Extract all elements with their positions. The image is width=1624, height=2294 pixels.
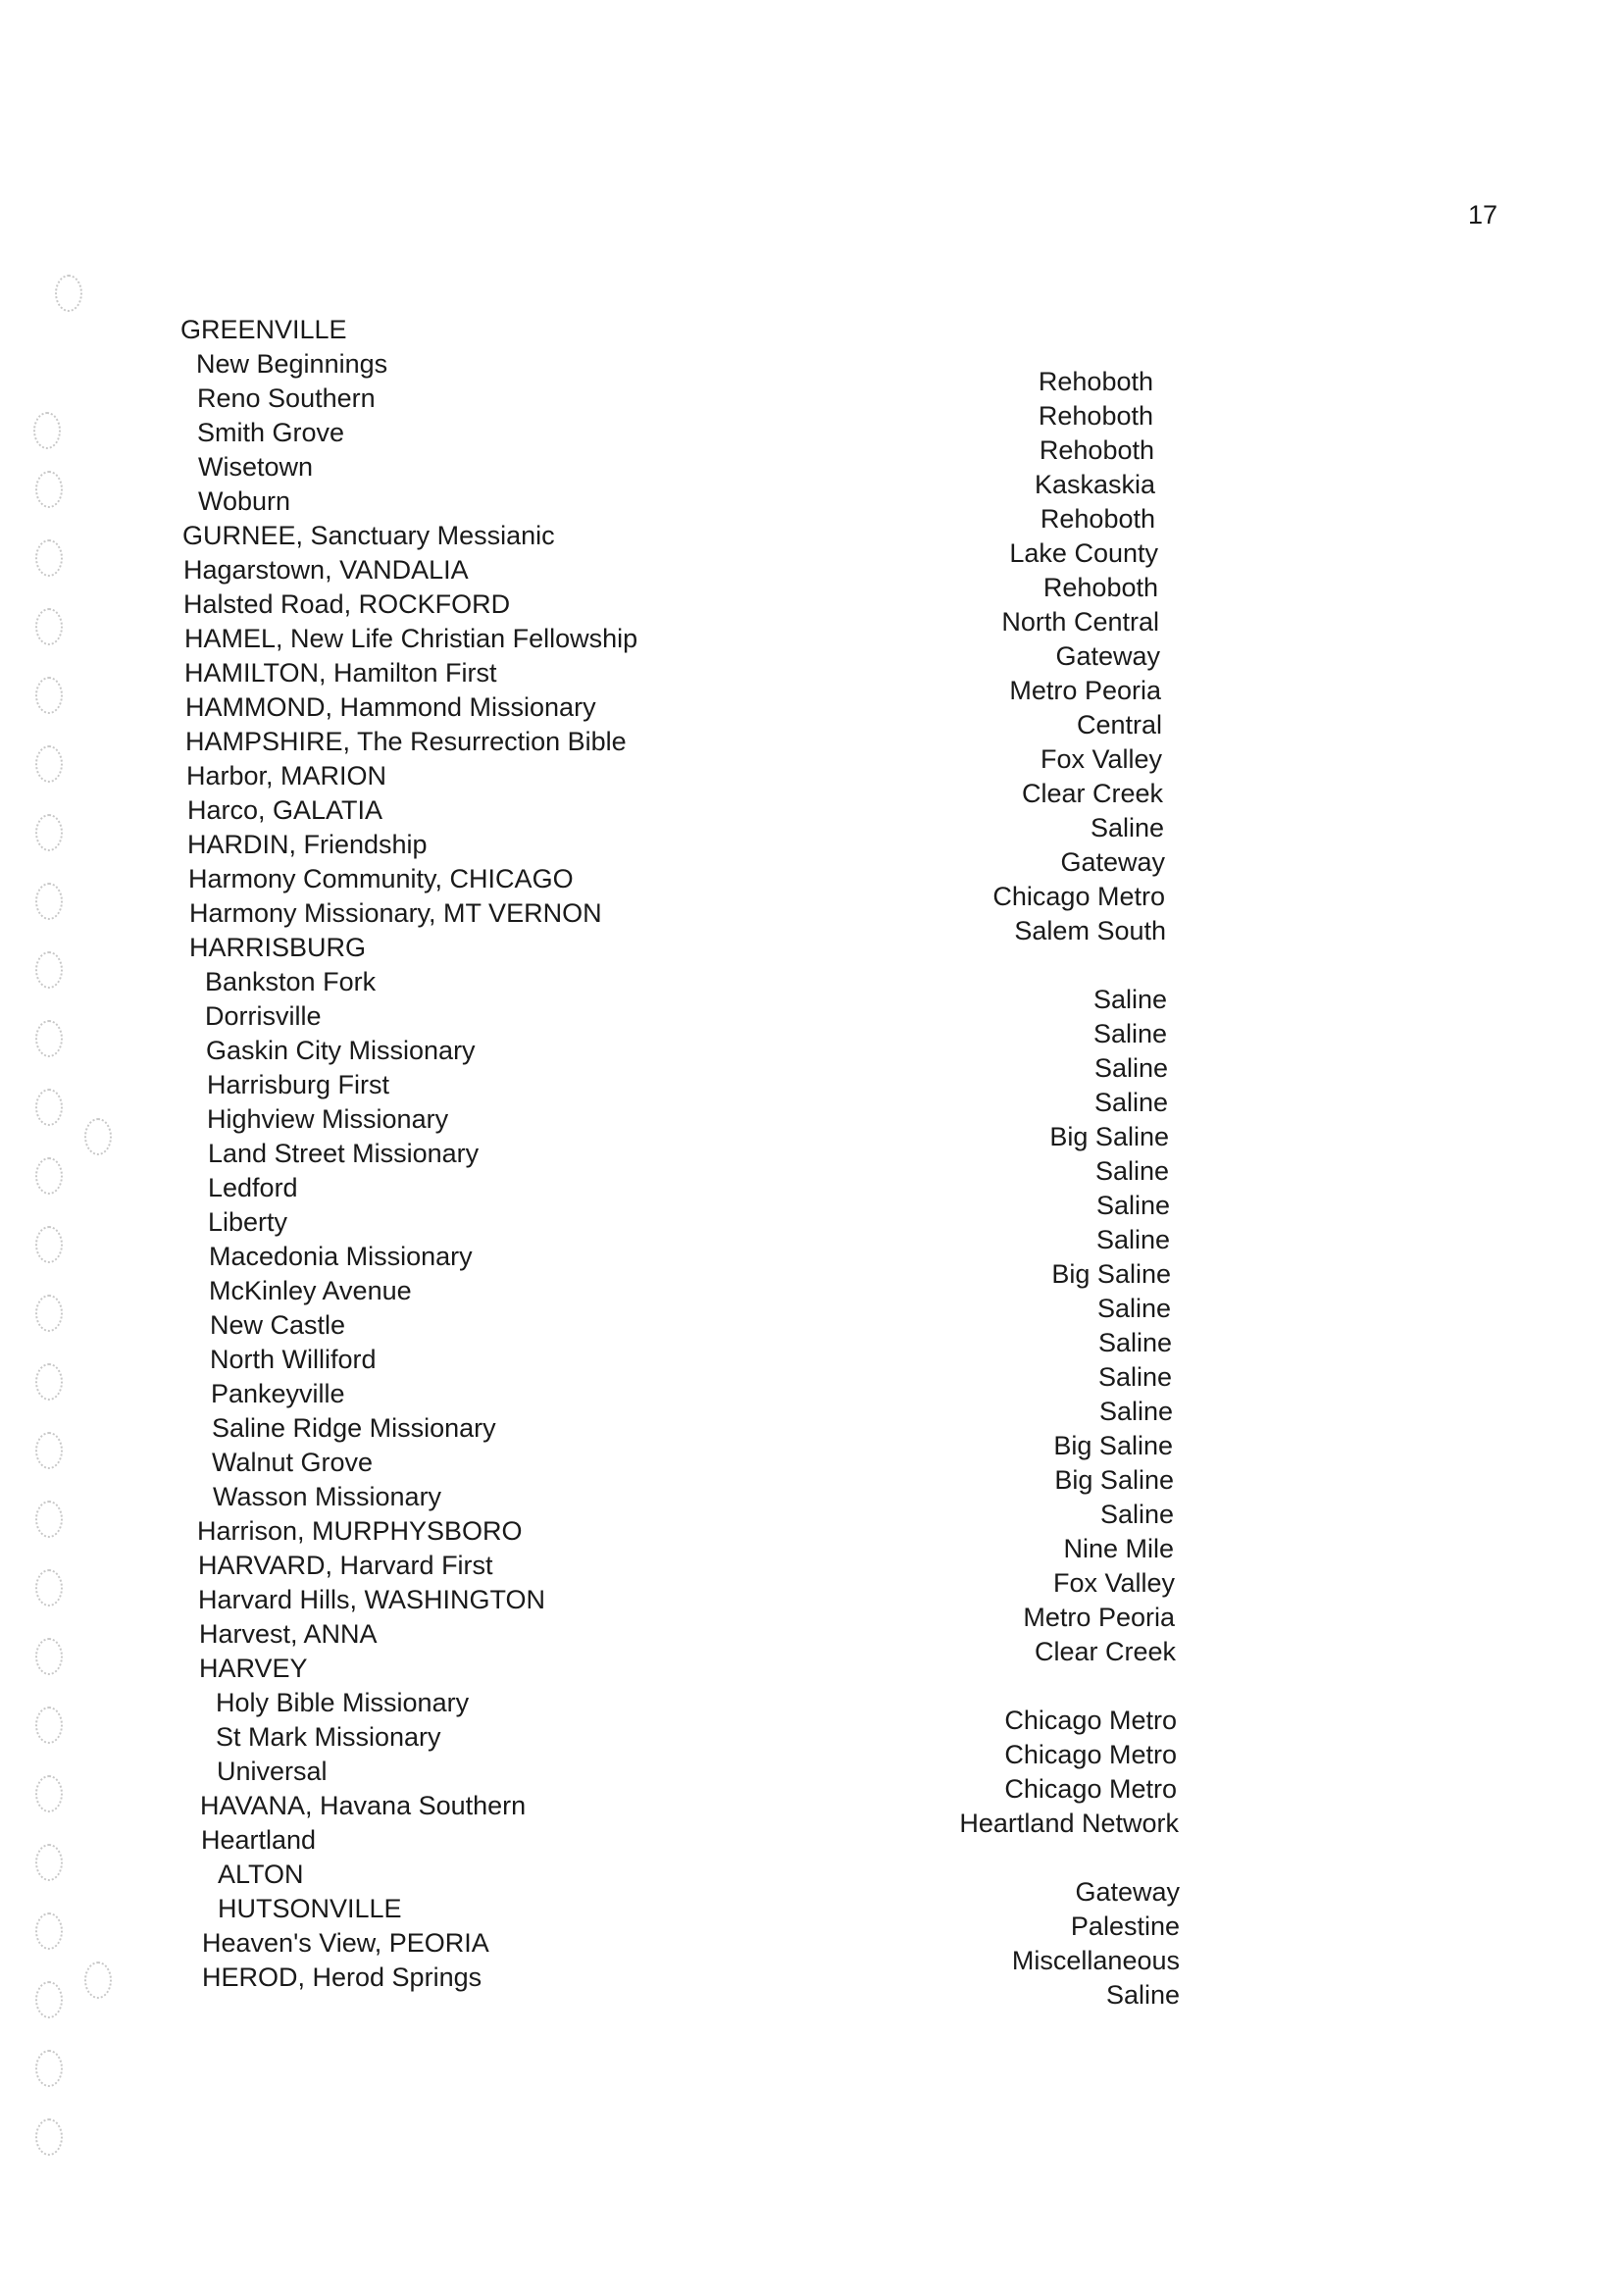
church-name: Walnut Grove [212,1448,374,1477]
association-name: Saline [1099,1500,1174,1529]
listing-row [0,1410,1624,1460]
listing-row [0,1170,1624,1220]
association-name: Lake County [1009,538,1158,568]
listing-row [0,1651,1624,1686]
association-name: Saline [1097,1328,1172,1357]
association-name: Saline [1105,1980,1180,2010]
church-name: New Beginnings [196,349,388,379]
association-name: Saline [1095,1191,1170,1220]
church-name: Harco, GALATIA [187,795,383,825]
association-name: Miscellaneous [1011,1946,1180,1975]
association-name: Chicago Metro [992,882,1165,911]
listing-row [0,1513,1624,1563]
association-name: Rehoboth [1038,367,1153,396]
association-name: Saline [1096,1294,1171,1323]
association-name: Metro Peoria [1023,1603,1175,1632]
listing-row [0,415,1624,465]
association-name: Saline [1097,1362,1172,1392]
association-name: Saline [1093,1053,1168,1083]
listing-row [0,586,1624,637]
church-name: New Castle [210,1310,346,1340]
association-name: Rehoboth [1040,504,1155,534]
listing-row [0,1204,1624,1254]
listing-row [0,998,1624,1048]
church-name: Harbor, MARION [186,761,387,790]
church-name: Harvard Hills, WASHINGTON [198,1585,546,1614]
association-name: Rehoboth [1042,573,1158,602]
listing-row [0,1685,1624,1735]
church-name: Heaven's View, PEORIA [202,1928,489,1958]
church-name: Harrisburg First [207,1070,390,1099]
church-name: St Mark Missionary [216,1722,441,1752]
church-name: Highview Missionary [207,1104,449,1134]
listing-row [0,1479,1624,1529]
listing-row [0,1960,1624,2010]
association-name: Clear Creek [1034,1637,1176,1666]
listing-row [0,1548,1624,1598]
church-name: Harvest, ANNA [199,1619,378,1649]
association-name: Saline [1095,1225,1170,1254]
church-name: Gaskin City Missionary [206,1036,476,1065]
listing-row [0,552,1624,602]
church-name: GURNEE, Sanctuary Messianic [182,521,555,550]
association-name: Saline [1098,1397,1173,1426]
listing-row [0,1273,1624,1323]
church-name: Reno Southern [197,383,376,413]
listing-row [0,346,1624,396]
association-name: Saline [1090,813,1164,842]
listing-row [0,1857,1624,1907]
listing-row [0,895,1624,945]
church-name: Bankston Fork [205,967,377,996]
church-name: Harmony Community, CHICAGO [188,864,574,893]
association-name: Gateway [1075,1877,1180,1907]
listing-row [0,1033,1624,1083]
church-name: HUTSONVILLE [218,1894,402,1923]
church-name: HAMMOND, Hammond Missionary [185,692,596,722]
church-name: GREENVILLE [180,315,347,344]
association-name: Palestine [1070,1912,1180,1941]
listing-row [0,724,1624,774]
association-name: Rehoboth [1039,435,1154,465]
listing-row [0,1239,1624,1289]
church-name: Wisetown [198,452,314,482]
listing-row [0,621,1624,671]
church-name: Ledford [208,1173,298,1202]
association-name: Kaskaskia [1034,470,1155,499]
listing-row [0,930,1624,965]
church-name: Saline Ridge Missionary [212,1413,496,1443]
association-name: Metro Peoria [1009,676,1161,705]
listing-row [0,1582,1624,1632]
listing-row [0,1136,1624,1186]
church-name: North Williford [210,1345,377,1374]
association-name: Big Saline [1053,1431,1173,1460]
church-name: Universal [217,1757,328,1786]
church-name: HARVEY [199,1654,308,1683]
church-name: HARRISBURG [189,933,367,962]
association-name: Chicago Metro [1004,1740,1177,1769]
listing-row [0,1067,1624,1117]
listing-row [0,1101,1624,1151]
association-name: Chicago Metro [1004,1706,1177,1735]
church-name: McKinley Avenue [209,1276,412,1305]
listing-row [0,1376,1624,1426]
association-name: Big Saline [1049,1122,1169,1151]
church-name: Dorrisville [205,1001,322,1031]
association-name: Salem South [1014,916,1166,945]
association-name: North Central [1001,607,1159,637]
listing-row [0,1925,1624,1975]
church-name: Halsted Road, ROCKFORD [183,589,511,619]
church-name: HARVARD, Harvard First [198,1551,493,1580]
listing-row [0,827,1624,877]
listing-row [0,689,1624,739]
listing-row [0,381,1624,431]
listing-row [0,1307,1624,1357]
association-name: Nine Mile [1063,1534,1174,1563]
church-name: Holy Bible Missionary [216,1688,470,1717]
church-name: HEROD, Herod Springs [202,1963,482,1992]
church-name: ALTON [218,1860,304,1889]
church-name: Heartland [201,1825,317,1855]
association-name: Big Saline [1054,1465,1174,1495]
listing-row [0,655,1624,705]
page-number: 17 [1468,200,1498,229]
listing-row [0,484,1624,534]
association-name: Rehoboth [1038,401,1153,431]
church-name: Land Street Missionary [208,1139,480,1168]
association-name: Clear Creek [1021,779,1163,808]
listing-row [0,1754,1624,1804]
association-name: Central [1076,710,1162,739]
listing-row [0,1719,1624,1769]
listing-row [0,518,1624,568]
association-name: Saline [1093,1088,1168,1117]
church-name: HAMPSHIRE, The Resurrection Bible [185,727,627,756]
church-name: Harrison, MURPHYSBORO [197,1516,523,1546]
association-name: Heartland Network [959,1809,1179,1838]
church-name: HAMEL, New Life Christian Fellowship [184,624,638,653]
listing-row [0,1891,1624,1941]
association-name: Gateway [1060,847,1165,877]
listing-row [0,312,1624,347]
association-name: Saline [1092,1019,1167,1048]
listing-row [0,1822,1624,1858]
association-name: Fox Valley [1052,1568,1175,1598]
church-name: Pankeyville [211,1379,345,1408]
listing-row [0,449,1624,499]
association-name: Big Saline [1051,1259,1171,1289]
listing-row [0,758,1624,808]
church-name: Wasson Missionary [213,1482,442,1511]
church-name: HAVANA, Havana Southern [200,1791,527,1820]
church-name: Harmony Missionary, MT VERNON [189,898,602,928]
association-name: Saline [1094,1156,1169,1186]
church-name: Woburn [198,486,291,516]
church-name: Hagarstown, VANDALIA [183,555,469,585]
listing-row [0,792,1624,842]
listing-row [0,861,1624,911]
listing-row [0,1342,1624,1392]
church-name: Macedonia Missionary [209,1242,473,1271]
church-name: HAMILTON, Hamilton First [184,658,497,688]
association-name: Saline [1092,985,1167,1014]
church-name: Smith Grove [197,418,345,447]
association-name: Gateway [1055,641,1160,671]
listing-row [0,1445,1624,1495]
church-name: HARDIN, Friendship [187,830,428,859]
church-name: Liberty [208,1207,288,1237]
listing-row [0,964,1624,1014]
association-name: Chicago Metro [1004,1774,1177,1804]
listing-row [0,1788,1624,1838]
association-name: Fox Valley [1040,744,1162,774]
listing-row [0,1616,1624,1666]
